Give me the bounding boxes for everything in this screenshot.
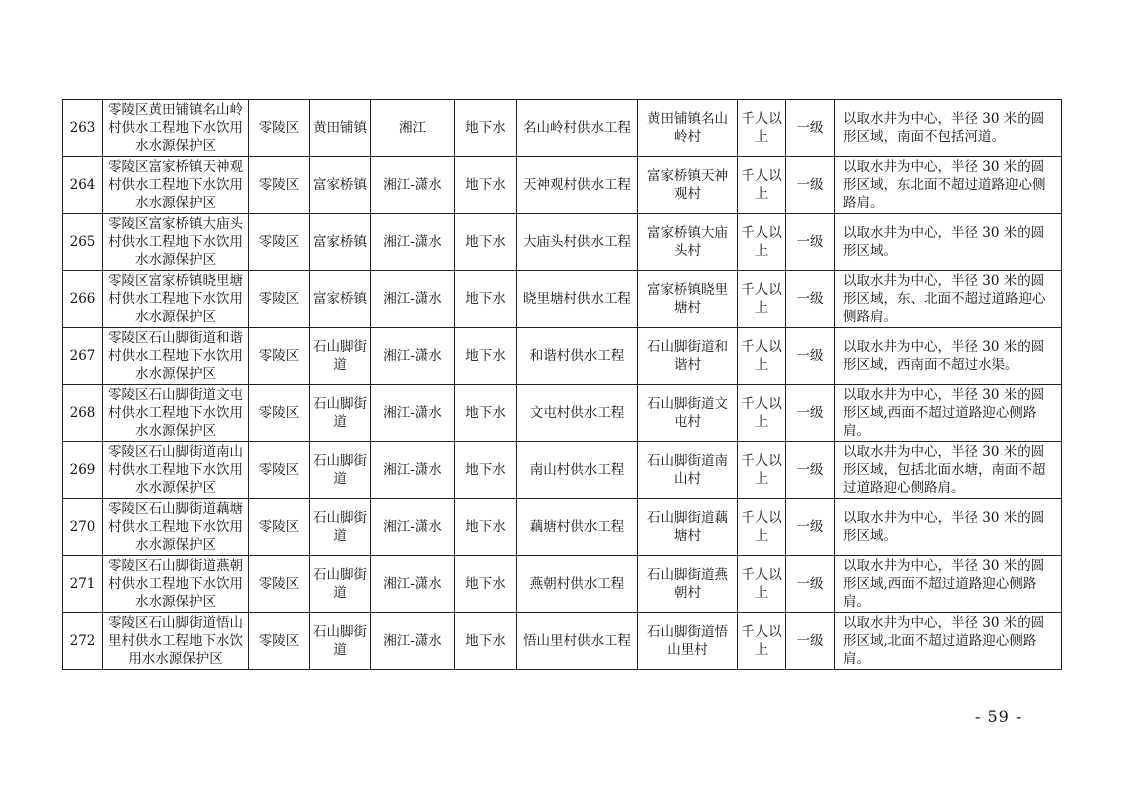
cell-protection-area-name: 零陵区富家桥镇天神观村供水工程地下水饮用水水源保护区 — [103, 157, 249, 214]
cell-location: 富家桥镇晓里塘村 — [638, 271, 738, 328]
cell-protection-scope: 以取水井为中心，半径 30 米的圆形区域，南面不包括河道。 — [835, 100, 1062, 157]
cell-location: 石山脚街道和谐村 — [638, 328, 738, 385]
cell-river-basin: 湘江-潇水 — [371, 499, 455, 556]
cell-water-source-type: 地下水 — [455, 442, 517, 499]
cell-district: 零陵区 — [249, 328, 310, 385]
cell-district: 零陵区 — [249, 271, 310, 328]
table-row — [63, 556, 1062, 613]
cell-supply-scale: 千人以上 — [738, 214, 786, 271]
cell-protection-level: 一级 — [786, 442, 835, 499]
cell-town: 石山脚街道 — [310, 556, 371, 613]
cell-protection-scope: 以取水井为中心，半径 30 米的圆形区域。 — [835, 499, 1062, 556]
cell-river-basin: 湘江-潇水 — [371, 328, 455, 385]
cell-serial-number: 272 — [63, 613, 103, 670]
cell-protection-scope: 以取水井为中心，半径 30 米的圆形区域，包括北面水塘，南面不超过道路迎心侧路肩。 — [835, 442, 1062, 499]
cell-water-supply-project: 藕塘村供水工程 — [517, 499, 638, 556]
cell-protection-level: 一级 — [786, 556, 835, 613]
cell-protection-scope: 以取水井为中心，半径 30 米的圆形区域，东北面不超过道路迎心侧路肩。 — [835, 157, 1062, 214]
cell-supply-scale: 千人以上 — [738, 385, 786, 442]
cell-serial-number: 267 — [63, 328, 103, 385]
cell-serial-number: 268 — [63, 385, 103, 442]
cell-river-basin: 湘江-潇水 — [371, 157, 455, 214]
cell-location: 石山脚街道悟山里村 — [638, 613, 738, 670]
cell-protection-level: 一级 — [786, 499, 835, 556]
cell-serial-number: 264 — [63, 157, 103, 214]
cell-river-basin: 湘江-潇水 — [371, 271, 455, 328]
cell-supply-scale: 千人以上 — [738, 499, 786, 556]
cell-water-source-type: 地下水 — [455, 271, 517, 328]
cell-protection-level: 一级 — [786, 157, 835, 214]
page-number: - 59 - — [975, 707, 1023, 726]
cell-town: 富家桥镇 — [310, 271, 371, 328]
cell-protection-level: 一级 — [786, 328, 835, 385]
cell-supply-scale: 千人以上 — [738, 328, 786, 385]
cell-supply-scale: 千人以上 — [738, 100, 786, 157]
table-row — [63, 499, 1062, 556]
cell-water-source-type: 地下水 — [455, 556, 517, 613]
cell-location: 石山脚街道文屯村 — [638, 385, 738, 442]
table-row — [63, 100, 1062, 157]
cell-protection-area-name: 零陵区石山脚街道燕朝村供水工程地下水饮用水水源保护区 — [103, 556, 249, 613]
cell-protection-area-name: 零陵区富家桥镇晓里塘村供水工程地下水饮用水水源保护区 — [103, 271, 249, 328]
cell-river-basin: 湘江-潇水 — [371, 556, 455, 613]
cell-supply-scale: 千人以上 — [738, 271, 786, 328]
cell-water-source-type: 地下水 — [455, 613, 517, 670]
table-row — [63, 442, 1062, 499]
cell-town: 石山脚街道 — [310, 499, 371, 556]
table-body — [63, 100, 1062, 670]
cell-protection-scope: 以取水井为中心，半径 30 米的圆形区域,西面不超过道路迎心侧路肩。 — [835, 385, 1062, 442]
cell-protection-scope: 以取水井为中心，半径 30 米的圆形区域,北面不超过道路迎心侧路肩。 — [835, 613, 1062, 670]
cell-water-source-type: 地下水 — [455, 385, 517, 442]
cell-location: 石山脚街道藕塘村 — [638, 499, 738, 556]
cell-district: 零陵区 — [249, 385, 310, 442]
cell-location: 黄田铺镇名山岭村 — [638, 100, 738, 157]
cell-protection-scope: 以取水井为中心，半径 30 米的圆形区域。 — [835, 214, 1062, 271]
cell-protection-scope: 以取水井为中心，半径 30 米的圆形区域，西南面不超过水渠。 — [835, 328, 1062, 385]
cell-supply-scale: 千人以上 — [738, 556, 786, 613]
cell-protection-area-name: 零陵区石山脚街道藕塘村供水工程地下水饮用水水源保护区 — [103, 499, 249, 556]
cell-serial-number: 265 — [63, 214, 103, 271]
cell-water-supply-project: 和谐村供水工程 — [517, 328, 638, 385]
cell-town: 富家桥镇 — [310, 214, 371, 271]
cell-protection-level: 一级 — [786, 271, 835, 328]
cell-location: 石山脚街道燕朝村 — [638, 556, 738, 613]
cell-district: 零陵区 — [249, 556, 310, 613]
table-row — [63, 328, 1062, 385]
cell-town: 石山脚街道 — [310, 442, 371, 499]
cell-water-supply-project: 燕朝村供水工程 — [517, 556, 638, 613]
cell-protection-level: 一级 — [786, 613, 835, 670]
cell-protection-area-name: 零陵区石山脚街道和谐村供水工程地下水饮用水水源保护区 — [103, 328, 249, 385]
cell-protection-level: 一级 — [786, 385, 835, 442]
cell-protection-scope: 以取水井为中心，半径 30 米的圆形区域,西面不超过道路迎心侧路肩。 — [835, 556, 1062, 613]
cell-river-basin: 湘江-潇水 — [371, 214, 455, 271]
cell-river-basin: 湘江-潇水 — [371, 442, 455, 499]
cell-water-supply-project: 天神观村供水工程 — [517, 157, 638, 214]
cell-town: 石山脚街道 — [310, 328, 371, 385]
cell-river-basin: 湘江-潇水 — [371, 385, 455, 442]
cell-district: 零陵区 — [249, 100, 310, 157]
cell-town: 石山脚街道 — [310, 613, 371, 670]
cell-serial-number: 263 — [63, 100, 103, 157]
cell-water-supply-project: 文屯村供水工程 — [517, 385, 638, 442]
cell-district: 零陵区 — [249, 499, 310, 556]
cell-water-source-type: 地下水 — [455, 214, 517, 271]
cell-water-source-type: 地下水 — [455, 100, 517, 157]
cell-water-supply-project: 悟山里村供水工程 — [517, 613, 638, 670]
cell-water-supply-project: 晓里塘村供水工程 — [517, 271, 638, 328]
table-row — [63, 385, 1062, 442]
cell-district: 零陵区 — [249, 442, 310, 499]
cell-river-basin: 湘江-潇水 — [371, 613, 455, 670]
cell-supply-scale: 千人以上 — [738, 157, 786, 214]
cell-location: 富家桥镇大庙头村 — [638, 214, 738, 271]
cell-river-basin: 湘江 — [371, 100, 455, 157]
table-row — [63, 271, 1062, 328]
cell-water-source-type: 地下水 — [455, 328, 517, 385]
cell-serial-number: 266 — [63, 271, 103, 328]
cell-protection-scope: 以取水井为中心，半径 30 米的圆形区域，东、北面不超过道路迎心侧路肩。 — [835, 271, 1062, 328]
cell-town: 石山脚街道 — [310, 385, 371, 442]
cell-water-supply-project: 南山村供水工程 — [517, 442, 638, 499]
cell-water-source-type: 地下水 — [455, 499, 517, 556]
cell-district: 零陵区 — [249, 613, 310, 670]
cell-water-supply-project: 名山岭村供水工程 — [517, 100, 638, 157]
cell-protection-level: 一级 — [786, 100, 835, 157]
cell-protection-area-name: 零陵区富家桥镇大庙头村供水工程地下水饮用水水源保护区 — [103, 214, 249, 271]
cell-protection-area-name: 零陵区黄田铺镇名山岭村供水工程地下水饮用水水源保护区 — [103, 100, 249, 157]
cell-town: 黄田铺镇 — [310, 100, 371, 157]
cell-district: 零陵区 — [249, 214, 310, 271]
cell-supply-scale: 千人以上 — [738, 613, 786, 670]
cell-water-source-type: 地下水 — [455, 157, 517, 214]
cell-serial-number: 270 — [63, 499, 103, 556]
cell-location: 石山脚街道南山村 — [638, 442, 738, 499]
cell-serial-number: 271 — [63, 556, 103, 613]
cell-protection-level: 一级 — [786, 214, 835, 271]
table-row — [63, 214, 1062, 271]
cell-protection-area-name: 零陵区石山脚街道悟山里村供水工程地下水饮用水水源保护区 — [103, 613, 249, 670]
cell-serial-number: 269 — [63, 442, 103, 499]
protection-area-table — [62, 99, 1062, 670]
cell-supply-scale: 千人以上 — [738, 442, 786, 499]
cell-water-supply-project: 大庙头村供水工程 — [517, 214, 638, 271]
cell-protection-area-name: 零陵区石山脚街道文屯村供水工程地下水饮用水水源保护区 — [103, 385, 249, 442]
cell-location: 富家桥镇天神观村 — [638, 157, 738, 214]
table-row — [63, 613, 1062, 670]
cell-district: 零陵区 — [249, 157, 310, 214]
cell-town: 富家桥镇 — [310, 157, 371, 214]
cell-protection-area-name: 零陵区石山脚街道南山村供水工程地下水饮用水水源保护区 — [103, 442, 249, 499]
table-row — [63, 157, 1062, 214]
